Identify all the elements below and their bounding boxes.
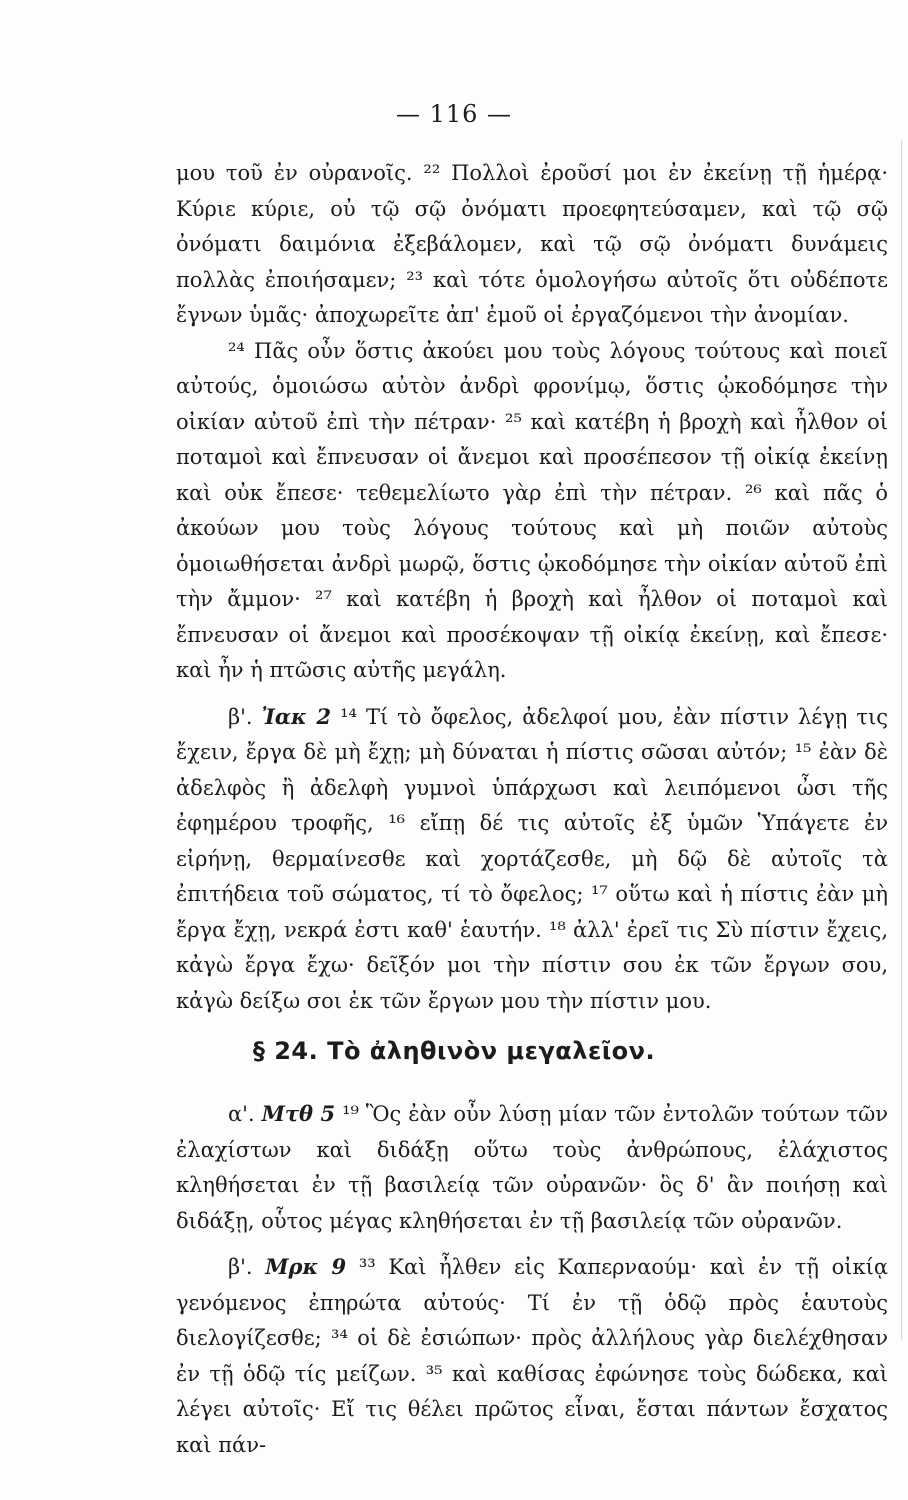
scripture-reference: Μτθ 5 [261, 1101, 336, 1126]
paragraph-james-2 [176, 699, 888, 1020]
paragraph-text: ¹⁴ Τί τὸ ὄφελος, ἀδελφοί μου, ἐὰν πίστιν λέγῃ τις ἔχειν, ἔργα δὲ μὴ ἔχῃ; μὴ δύναται ἡ πίστις σῶσαι αὐτόν; ¹⁵ ἐὰν δὲ ἀδελφὸς ἢ ἀδελφὴ γυμνοὶ ὑπάρχωσι καὶ λειπόμενοι ὦσι τῆς ἐφημέρου τροφῆς, ¹⁶ εἴπῃ δέ τις αὐτοῖς ἐξ ὑμῶν Ὑπάγετε ἐν εἰρήνῃ, θερμαίνεσθε καὶ χορτάζεσθε, μὴ δῷ δὲ αὐτοῖς τὰ ἐπιτήδεια τοῦ σώματος, τί τὸ ὄφελος; ¹⁷ οὕτω καὶ ἡ πίστις ἐὰν μὴ ἔργα ἔχῃ, νεκρά ἐστι καθ' ἑαυτήν. ¹⁸ ἀλλ' ἐρεῖ τις Σὺ πίστιν ἔχεις, κἀγὼ ἔργα ἔχω· δεῖξόν μοι τὴν πίστιν σου ἐκ τῶν ἔργων σου, κἀγὼ δείξω σοι ἐκ τῶν ἔργων μου τὴν πίστιν μου. [176, 704, 888, 1013]
upper-text-block [176, 156, 888, 1019]
paragraph-mark-9 [176, 1249, 888, 1463]
page-number: — 116 — [395, 100, 513, 128]
paragraph-text: ¹⁹ Ὃς ἐὰν οὖν λύσῃ μίαν τῶν ἐντολῶν τούτων τῶν ἐλαχίστων καὶ διδάξῃ οὕτω τοὺς ἀνθρώπους, ἐλάχιστος κληθήσεται ἐν τῇ βασιλείᾳ τῶν οὐρανῶν· ὃς δ' ἂν ποιήσῃ καὶ διδάξῃ, οὗτος μέγας κληθήσεται ἐν τῇ βασιλείᾳ τῶν οὐρανῶν. [176, 1102, 888, 1233]
scripture-reference: Μρκ 9 [265, 1254, 347, 1279]
scripture-reference: Ἰακ 2 [261, 703, 332, 729]
page-edge-line [901, 140, 902, 1340]
paragraph-matthew-7-continued: μου τοῦ ἐν οὐρανοῖς. ²² Πολλοὶ ἐροῦσί μοι ἐν ἐκείνῃ τῇ ἡμέρᾳ· Κύριε κύριε, οὐ τῷ σῷ ὀνόματι προεφητεύσαμεν, καὶ τῷ σῷ ὀνόματι δαιμόνια ἐξεβάλομεν, καὶ τῷ σῷ ὀνόματι δυνάμεις πολλὰς ἐποιήσαμεν; ²³ καὶ τότε ὁμολογήσω αὐτοῖς ὅτι οὐδέποτε ἔγνων ὑμᾶς· ἀποχωρεῖτε ἀπ' ἐμοῦ οἱ ἐργαζόμενοι τὴν ἀνομίαν. [176, 161, 888, 327]
paragraph-matthew-5 [176, 1096, 888, 1239]
paragraph-text: ³³ Καὶ ἦλθεν εἰς Καπερναούμ· καὶ ἐν τῇ οἰκίᾳ γενόμενος ἐπηρώτα αὐτούς· Τί ἐν τῇ ὁδῷ πρὸς ἑαυτοὺς διελογίζεσθε; ³⁴ οἱ δὲ ἐσιώπων· πρὸς ἀλλήλους γὰρ διελέχθησαν ἐν τῇ ὁδῷ τίς μείζων. ³⁵ καὶ καθίσας ἐφώνησε τοὺς δώδεκα, καὶ λέγει αὐτοῖς· Εἴ τις θέλει πρῶτος εἶναι, ἔσται πάντων ἔσχατος καὶ πάν- [176, 1255, 888, 1457]
lower-text-block [176, 1096, 888, 1463]
paragraph-label: β'. [228, 704, 253, 729]
paragraph-label: β'. [228, 1255, 253, 1279]
section-heading: § 24. Τὸ ἀληθινὸν μεγαλεῖον. [252, 1037, 656, 1065]
paragraph-label: α'. [228, 1102, 255, 1126]
paragraph-wise-and-foolish-builders: ²⁴ Πᾶς οὖν ὅστις ἀκούει μου τοὺς λόγους τούτους καὶ ποιεῖ αὐτούς, ὁμοιώσω αὐτὸν ἀνδρὶ φρονίμῳ, ὅστις ᾠκοδόμησε τὴν οἰκίαν αὐτοῦ ἐπὶ τὴν πέτραν· ²⁵ καὶ κατέβη ἡ βροχὴ καὶ ἦλθον οἱ ποταμοὶ καὶ ἔπνευσαν οἱ ἄνεμοι καὶ προσέπεσον τῇ οἰκίᾳ ἐκείνῃ καὶ οὐκ ἔπεσε· τεθεμελίωτο γὰρ ἐπὶ τὴν πέτραν. ²⁶ καὶ πᾶς ὁ ἀκούων μου τοὺς λόγους τούτους καὶ μὴ ποιῶν αὐτοὺς ὁμοιωθήσεται ἀνδρὶ μωρῷ, ὅστις ᾠκοδόμησε τὴν οἰκίαν αὐτοῦ ἐπὶ τὴν ἄμμον· ²⁷ καὶ κατέβη ἡ βροχὴ καὶ ἦλθον οἱ ποταμοὶ καὶ ἔπνευσαν οἱ ἄνεμοι καὶ προσέκοψαν τῇ οἰκίᾳ ἐκείνῃ, καὶ ἔπεσε· καὶ ἦν ἡ πτῶσις αὐτῆς μεγάλη. [176, 338, 888, 682]
